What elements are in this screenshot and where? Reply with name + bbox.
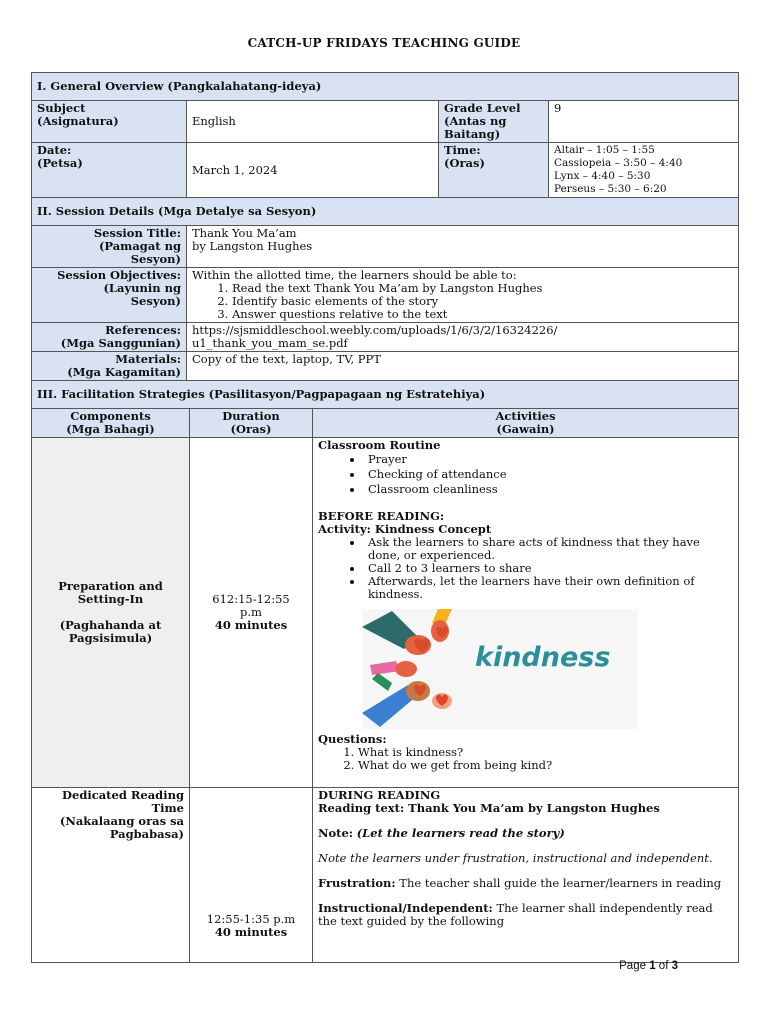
objective-item: 2. Identify basic elements of the story [232, 295, 733, 308]
prep-component: Preparation and Setting-In (Paghahanda at Pagsisimula) [32, 438, 190, 788]
table-row [32, 788, 739, 963]
time-values: Altair – 1:05 – 1:55 Cassiopeia – 3:50 – 4:40 Lynx – 4:40 – 5:30 Perseus – 5:30 – 6:20 [549, 143, 739, 198]
objectives-label: Session Objectives: (Layunin ng Sesyon) [32, 268, 187, 323]
header-activities: Activities (Gawain) [313, 409, 739, 438]
date-label: Date: (Petsa) [32, 143, 187, 198]
session-title-label: Session Title: (Pamagat ng Sesyon) [32, 226, 187, 268]
references-label: References: (Mga Sanggunian) [32, 323, 187, 352]
section-session-heading: II. Session Details (Mga Detalye sa Sesyon) [32, 198, 739, 226]
header-components: Components (Mga Bahagi) [32, 409, 190, 438]
subject-value: English [187, 101, 439, 143]
materials-label: Materials: (Mga Kagamitan) [32, 352, 187, 381]
list-item: • Ask the learners to share acts of kindness that they have done, or experienced. [364, 536, 733, 562]
prep-duration: 612:15-12:55 p.m 40 minutes [190, 438, 313, 788]
reading-duration: 12:55-1:35 p.m 40 minutes [190, 788, 313, 963]
reading-activities: DURING READING Reading text: Thank You Ma’am by Langston Hughes Note: (Let the learners read the story) Note the learners under frustration, instructional and independent. Frustration: The teacher shall guide the learner/learners in reading Instructional/Independent: The learner shall independently read the text guided by the following [313, 788, 739, 963]
page-footer: Page 1 of 3 [619, 960, 678, 972]
list-item: • Afterwards, let the learners have their own definition of kindness. [364, 575, 733, 601]
reading-component: Dedicated Reading Time (Nakalaang oras sa Pagbabasa) [32, 788, 190, 963]
grade-value: 9 [549, 101, 739, 143]
references-value: https://sjsmiddleschool.weebly.com/uploads/1/6/3/2/16324226/ u1_thank_you_mam_se.pdf [187, 323, 739, 352]
grade-label: Grade Level (Antas ng Baitang) [439, 101, 549, 143]
document-title: CATCH-UP FRIDAYS TEACHING GUIDE [247, 36, 521, 50]
list-item: • Call 2 to 3 learners to share [364, 562, 733, 575]
objective-item: 1. Read the text Thank You Ma’am by Langston Hughes [232, 282, 733, 295]
time-label: Time: (Oras) [439, 143, 549, 198]
session-title-value: Thank You Ma’am by Langston Hughes [187, 226, 739, 268]
kindness-illustration [362, 609, 638, 729]
prep-activities: Classroom Routine • Prayer • Checking of attendance • Classroom cleanliness BEFORE READING: Activity: Kindness Concept • Ask the learners to share acts of kindness that they have done, or experienced. • Call 2 to 3 learners to share • Afterwards, let the learners have their own definition of kindness. kindness Questions: 1. What is kindness? 2. What do we get from being kind? [313, 438, 739, 788]
list-item: • Classroom cleanliness [364, 482, 733, 497]
kindness-word: kindness [475, 642, 611, 673]
header-duration: Duration (Oras) [190, 409, 313, 438]
list-item: • Checking of attendance [364, 467, 733, 482]
section-facilitation-heading: III. Facilitation Strategies (Pasilitasyon/Pagpapagaan ng Estratehiya) [32, 381, 739, 409]
section-overview-heading: I. General Overview (Pangkalahatang-ideya) [32, 73, 739, 101]
objectives-value: Within the allotted time, the learners should be able to: 1. Read the text Thank You Ma’am by Langston Hughes 2. Identify basic elements of the story 3. Answer questions relative to the text [187, 268, 739, 323]
teaching-guide-table [31, 72, 739, 963]
table-row [32, 438, 739, 788]
date-value: March 1, 2024 [187, 143, 439, 198]
objective-item: 3. Answer questions relative to the text [232, 308, 733, 321]
materials-value: Copy of the text, laptop, TV, PPT [187, 352, 739, 381]
question-item: 2. What do we get from being kind? [358, 759, 733, 772]
subject-label: Subject (Asignatura) [32, 101, 187, 143]
question-item: 1. What is kindness? [358, 746, 733, 759]
list-item: • Prayer [364, 452, 733, 467]
